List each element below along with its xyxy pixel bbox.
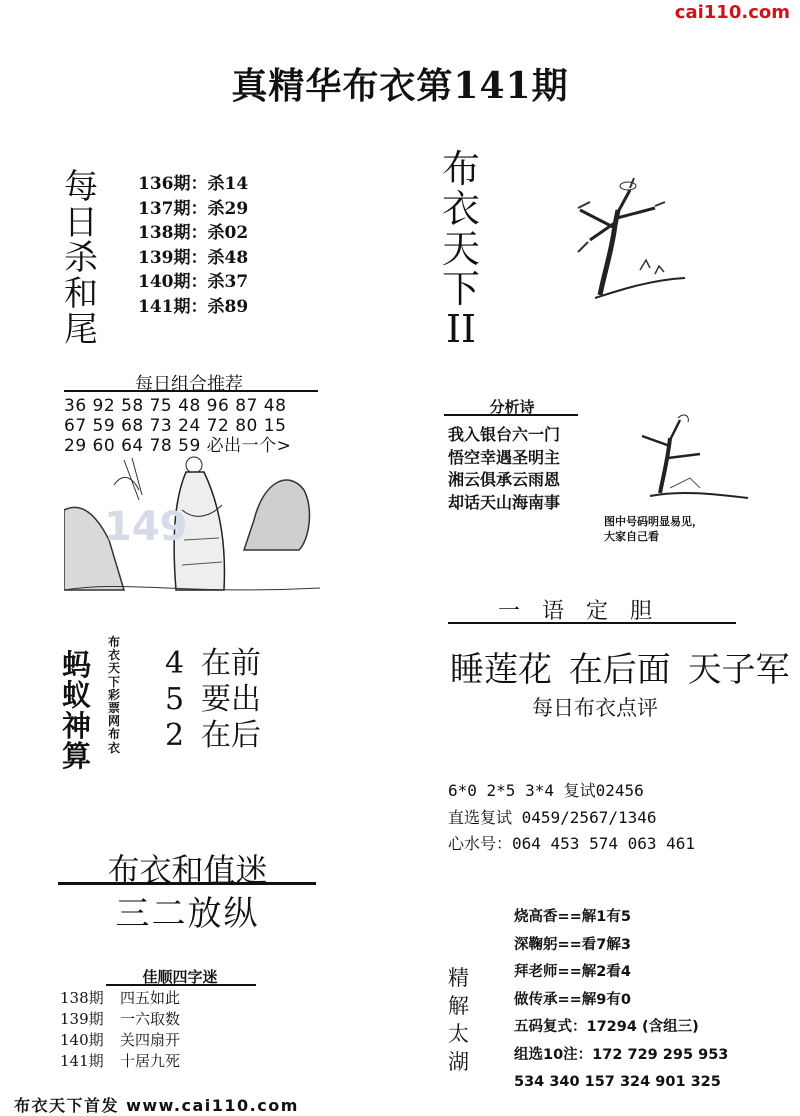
riddle-answer: 三二放纵	[115, 894, 260, 934]
explain-row: 烧高香==解1有5	[514, 909, 631, 925]
daily-review-label: 每日布衣点评	[532, 696, 658, 720]
period-label: 140期	[60, 1031, 104, 1049]
kill-row: 136期：杀14	[138, 174, 249, 194]
side-char: 衣	[108, 648, 121, 663]
poem-line: 悟空幸遇圣明主	[448, 447, 561, 467]
analysis-poem-header: 分析诗	[489, 398, 535, 416]
poem-divider	[444, 414, 578, 416]
ant-calc-rows	[165, 646, 261, 754]
poem-line: 却话天山海南事	[448, 492, 561, 512]
side-char: 彩	[108, 687, 121, 702]
ant-char: 蚂	[62, 648, 92, 682]
period-label: 141期	[60, 1052, 104, 1070]
daily-kill-label-char: 和	[64, 274, 98, 315]
daily-kill-list	[138, 172, 248, 319]
explain-char: 湖	[448, 1050, 469, 1074]
ant-row-text: 在前	[201, 646, 261, 681]
four-char-text: 一六取数	[120, 1010, 181, 1028]
side-char: 衣	[108, 740, 121, 755]
branch-sketch-image	[620, 408, 750, 503]
four-char-row	[60, 1030, 180, 1051]
figure-note-line: 图中号码明显易见，	[604, 515, 703, 528]
explain-char: 精	[448, 966, 469, 990]
side-char: 票	[108, 700, 121, 715]
riddle-divider	[58, 882, 316, 885]
recommend-line: 6*0 2*5 3*4 复试02456	[448, 781, 644, 800]
ant-row	[165, 646, 261, 682]
landscape-figure-image	[64, 450, 320, 600]
combo-row: 67 59 68 73 24 72 80 15	[64, 416, 287, 436]
ant-row	[165, 682, 261, 718]
side-watermark-text	[108, 636, 120, 755]
figure-note	[604, 514, 703, 544]
kill-row: 137期：杀29	[138, 198, 249, 219]
daily-kill-label-char: 日	[64, 202, 98, 243]
side-char: 布	[108, 635, 121, 649]
buyi-char: 下	[442, 266, 481, 311]
explain-char: 解	[448, 994, 469, 1018]
daily-kill-label-char: 尾	[64, 309, 98, 350]
explain-row: 534 340 157 324 901 325	[514, 1074, 721, 1090]
period-label: 139期	[60, 1010, 104, 1028]
riddle-title: 布衣和值迷	[107, 851, 268, 889]
recommend-line: 直选复试 0459/2567/1346	[448, 807, 657, 827]
ant-row-num: 5	[165, 682, 185, 717]
explain-row: 五码复式：17294 (含组三)	[514, 1019, 699, 1035]
four-char-row	[60, 1009, 180, 1030]
ant-char: 神	[62, 708, 92, 743]
daily-kill-label-char: 杀	[64, 238, 98, 279]
poem-line: 我入银台六一门	[448, 425, 561, 444]
four-char-text: 十居九死	[120, 1052, 181, 1070]
ant-row-num: 2	[165, 718, 185, 753]
kill-row: 139期：杀48	[138, 247, 249, 268]
side-char: 天	[108, 661, 121, 676]
explain-rows	[514, 904, 728, 1097]
phrase-title: 一语定胆	[497, 599, 674, 624]
ant-row-text: 要出	[201, 682, 261, 717]
four-char-text: 四五如此	[120, 989, 181, 1007]
side-char: 布	[108, 727, 121, 742]
figure-note-line: 大家自己看	[604, 530, 659, 543]
explain-row: 拜老师==解2看4	[514, 964, 631, 980]
tree-sketch-image	[560, 170, 690, 310]
side-char: 网	[108, 714, 121, 729]
daily-combo-numbers	[64, 396, 291, 456]
explain-label	[448, 964, 469, 1076]
four-char-divider	[106, 984, 256, 986]
buyi-char: 布	[442, 147, 481, 191]
four-char-row	[60, 988, 180, 1009]
explain-row: 深鞠躬==看7解3	[514, 936, 631, 953]
ant-row-num: 4	[165, 646, 185, 681]
kill-row: 138期：杀02	[138, 223, 249, 243]
buyi-char: II	[445, 306, 477, 351]
combo-row: 29 60 64 78 59 必出一个>	[64, 436, 292, 456]
footer-text: 布衣天下首发 www.cai110.com	[14, 1096, 299, 1115]
buyi-char: 天	[442, 226, 481, 271]
page-title: 真精华布衣第141期	[231, 65, 569, 107]
analysis-poem-lines	[448, 424, 560, 514]
ant-calc-label	[62, 650, 91, 772]
combo-divider	[64, 390, 318, 392]
buyi-char: 衣	[442, 186, 481, 231]
kill-row: 141期：杀89	[138, 296, 249, 317]
daily-kill-label	[64, 167, 98, 350]
poem-line: 湘云俱承云雨恩	[448, 470, 561, 489]
kill-row: 140期：杀37	[138, 272, 249, 292]
combo-row: 36 92 58 75 48 96 87 48	[64, 396, 287, 416]
ant-row-text: 在后	[201, 718, 261, 753]
ant-char: 蚁	[62, 678, 92, 713]
explain-row: 组选10注：172 729 295 953	[514, 1046, 729, 1063]
site-logo-text[interactable]: cai110.com	[674, 2, 790, 23]
four-char-row	[60, 1051, 180, 1072]
four-char-title: 佳顺四字迷	[142, 968, 218, 986]
explain-row: 做传承==解9有0	[514, 991, 631, 1008]
period-label: 138期	[60, 989, 104, 1007]
buyi-tianxia-label	[442, 147, 481, 351]
ant-row	[165, 718, 261, 754]
daily-combo-header: 每日组合推荐	[135, 374, 243, 395]
four-char-rows	[60, 988, 180, 1072]
recommend-lines	[448, 778, 695, 858]
daily-kill-label-char: 每	[64, 167, 98, 207]
phrase-main-text: 睡莲花 在后面 天子军	[450, 650, 790, 690]
phrase-divider	[448, 622, 736, 624]
explain-char: 太	[448, 1022, 469, 1046]
recommend-line: 心水号：064 453 574 063 461	[448, 834, 696, 853]
ant-char: 算	[62, 739, 92, 774]
four-char-text: 关四扇开	[120, 1031, 181, 1049]
side-char: 下	[108, 674, 121, 689]
svg-text:149: 149	[104, 504, 188, 550]
